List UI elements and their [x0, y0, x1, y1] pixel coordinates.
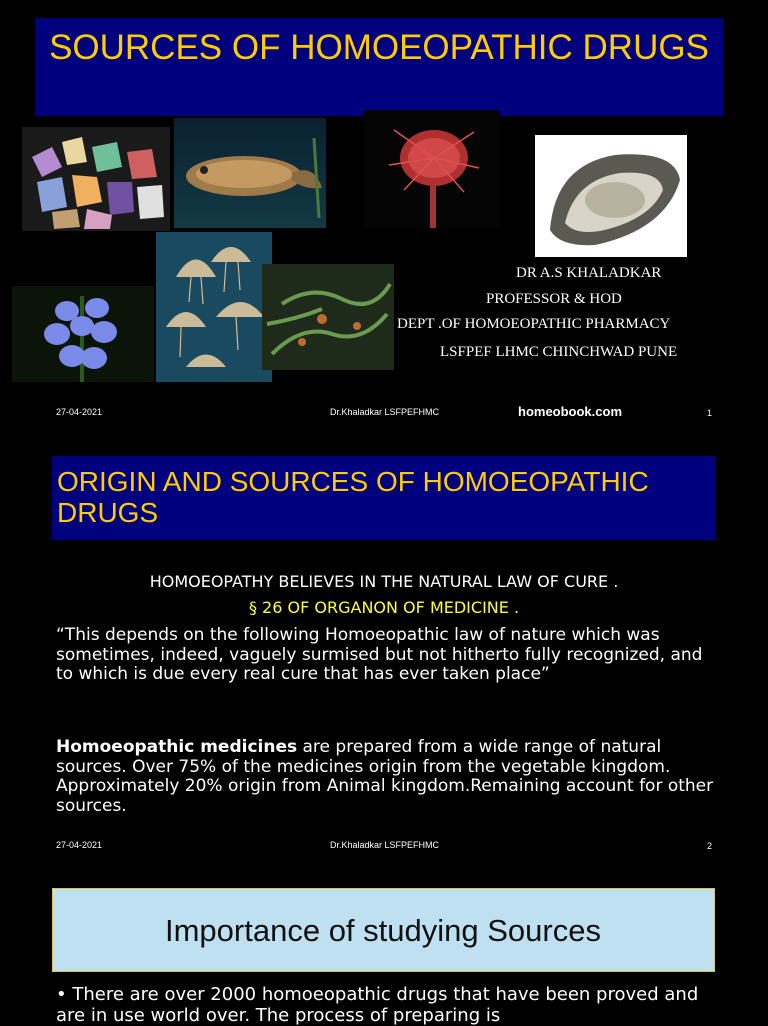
aconite-flower-photo: [12, 286, 154, 382]
author-department: DEPT .OF HOMOEOPATHIC PHARMACY: [397, 316, 671, 332]
cuttlefish-photo: [174, 118, 326, 228]
thuja-leaves-photo: [262, 264, 394, 370]
organon-section: § 26 OF ORGANON OF MEDICINE .: [248, 598, 520, 617]
slide-2-date: 27-04-2021: [56, 840, 103, 850]
slide-1-title: SOURCES OF HOMOEOPATHIC DRUGS: [35, 18, 723, 116]
slide-2-page-number: 2: [707, 841, 713, 851]
sundew-plant-photo: [364, 110, 500, 228]
author-name: DR A.S KHALADKAR: [516, 265, 662, 281]
author-position: PROFESSOR & HOD: [486, 291, 622, 307]
medicines-paragraph: [56, 738, 716, 816]
minerals-photo: [22, 127, 170, 231]
belief-statement: HOMOEOPATHY BELIEVES IN THE NATURAL LAW OF CURE .: [149, 572, 619, 591]
slide-3-title: Importance of studying Sources: [52, 888, 715, 972]
medicines-description: are prepared from a wide range of natural sources. Over 75% of the medicines origin from the vegetable kingdom. Approximately 20% origin from Animal kingdom.Remaining account for other sources.: [56, 737, 714, 816]
slide-1: [0, 0, 768, 432]
organon-quote: “This depends on the following Homoeopathic law of nature which was sometimes, indeed, vaguely surmised but not hitherto fully recognized, and to which is due every real cure that has ever taken place”: [56, 625, 703, 684]
slide-2-title: ORIGIN AND SOURCES OF HOMOEOPATHIC DRUGS: [52, 456, 716, 540]
slide-1-page-number: 1: [707, 408, 713, 418]
bullet-point: • There are over 2000 homoeopathic drugs that have been proved and are in use world over. The process of preparing is: [56, 984, 699, 1026]
jellyfish-photo: [156, 232, 272, 382]
slide-1-footer-author: Dr.Khaladkar LSFPEFHMC: [330, 407, 440, 417]
slide-2-footer-author: Dr.Khaladkar LSFPEFHMC: [330, 840, 440, 850]
slide-2: [0, 432, 768, 864]
slide-1-date: 27-04-2021: [56, 407, 103, 417]
author-institution: LSFPEF LHMC CHINCHWAD PUNE: [440, 344, 678, 360]
medicines-term: Homoeopathic medicines: [56, 737, 298, 757]
oyster-shell-photo: [535, 135, 687, 257]
brand-link[interactable]: homeobook.com: [518, 404, 623, 419]
slide-3: [0, 864, 768, 1024]
